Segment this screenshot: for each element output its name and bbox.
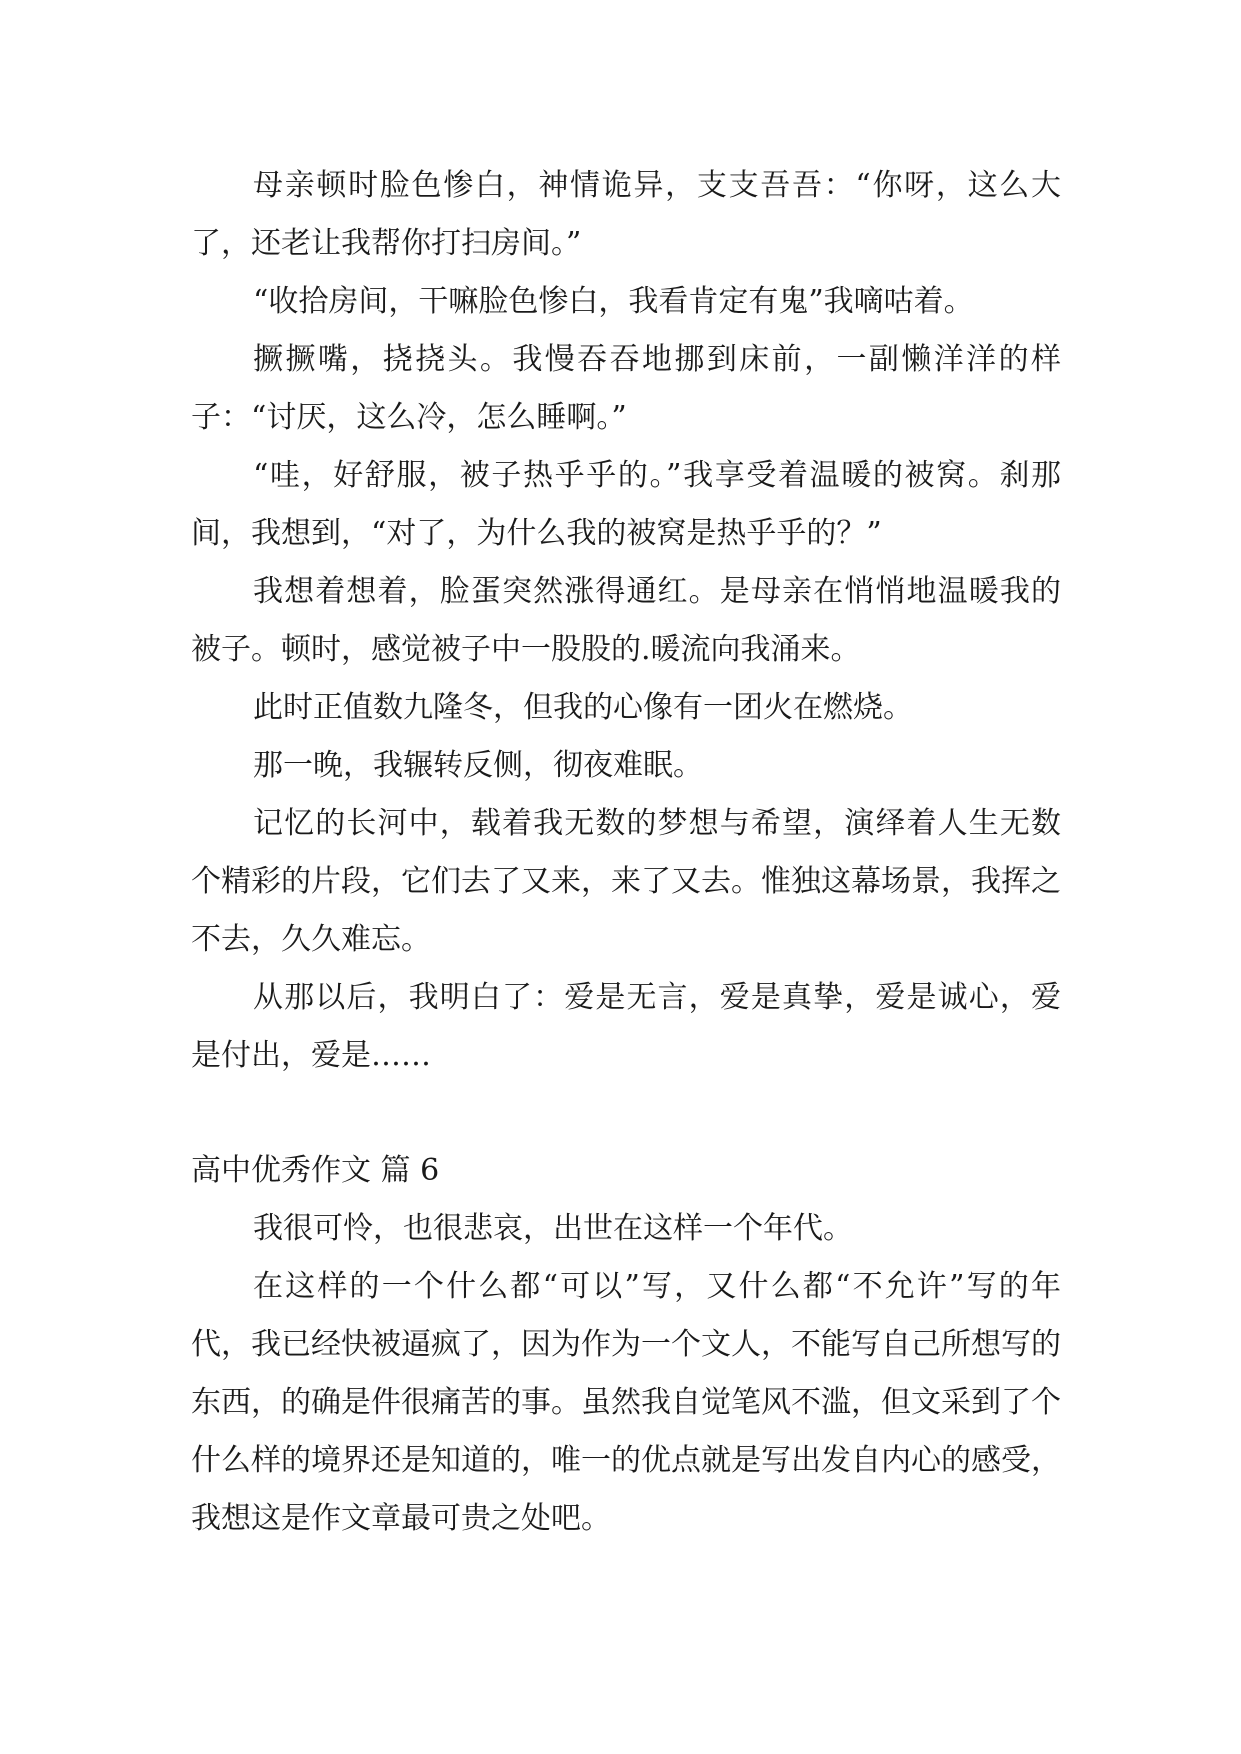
- paragraph: 母亲顿时脸色惨白，神情诡异，支支吾吾：“你呀，这么大了，还老让我帮你打扫房间。”: [191, 168, 1061, 261]
- section-heading: 高中优秀作文 篇 6: [191, 1153, 440, 1188]
- paragraph: “收拾房间，干嘛脸色惨白，我看肯定有鬼”我嘀咕着。: [253, 284, 974, 319]
- paragraph: 记忆的长河中，载着我无数的梦想与希望，演绎着人生无数个精彩的片段，它们去了又来，来了又去。惟独这幕场景，我挥之不去，久久难忘。: [191, 806, 1061, 957]
- paragraph: 从那以后，我明白了：爱是无言，爱是真挚，爱是诚心，爱是付出，爱是……: [191, 980, 1061, 1073]
- essay-section-b: [191, 1200, 1061, 1548]
- essay-section-a: [191, 157, 1061, 1085]
- paragraph: 那一晚，我辗转反侧，彻夜难眠。: [253, 748, 703, 783]
- paragraph: 此时正值数九隆冬，但我的心像有一团火在燃烧。: [253, 690, 913, 725]
- paragraph: 撅撅嘴，挠挠头。我慢吞吞地挪到床前，一副懒洋洋的样子：“讨厌，这么冷，怎么睡啊。”: [191, 342, 1061, 435]
- paragraph: 在这样的一个什么都“可以”写，又什么都“不允许”写的年代，我已经快被逼疯了，因为作为一个文人，不能写自己所想写的东西，的确是件很痛苦的事。虽然我自觉笔风不滥，但文采到了个什么样的境界还是知道的，唯一的优点就是写出发自内心的感受，我想这是作文章最可贵之处吧。: [191, 1269, 1061, 1536]
- paragraph: 我想着想着，脸蛋突然涨得通红。是母亲在悄悄地温暖我的被子。顿时，感觉被子中一股股的.暖流向我涌来。: [191, 574, 1061, 667]
- paragraph: “哇，好舒服，被子热乎乎的。”我享受着温暖的被窝。刹那间，我想到，“对了，为什么我的被窝是热乎乎的？”: [191, 458, 1061, 551]
- paragraph: 我很可怜，也很悲哀，出世在这样一个年代。: [253, 1211, 853, 1246]
